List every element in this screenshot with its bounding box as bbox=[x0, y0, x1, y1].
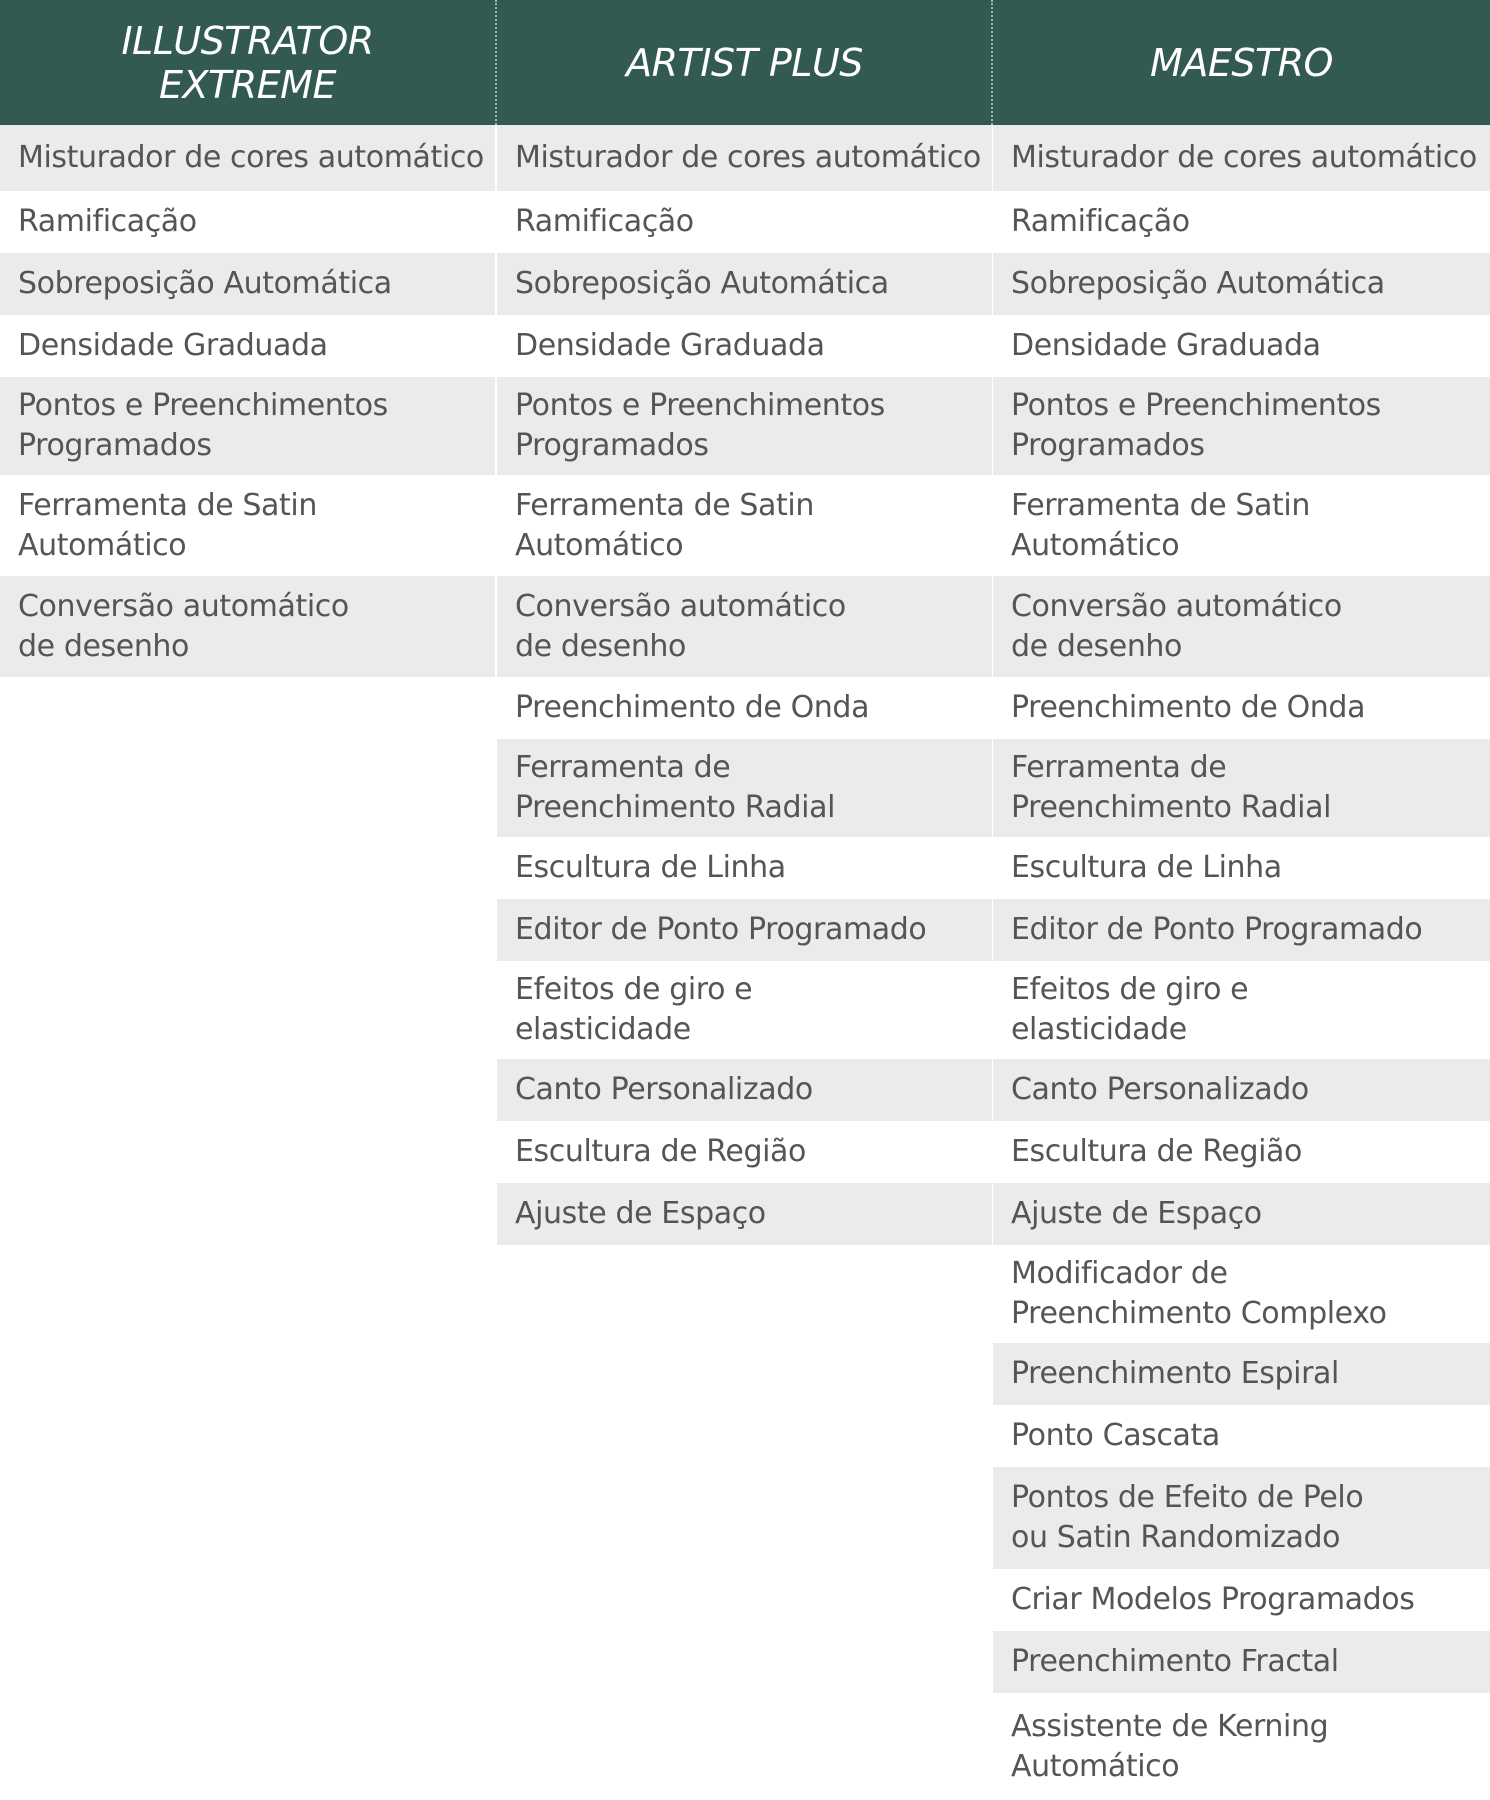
column-title-maestro: MAESTRO bbox=[1150, 40, 1333, 85]
feature-cell: Assistente de Kerning Automático bbox=[1011, 1708, 1329, 1784]
feature-cell: Efeitos de giro e elasticidade bbox=[1011, 972, 1249, 1047]
feature-cell: Sobreposição Automática bbox=[497, 253, 992, 315]
feature-cell: Modificador de Preenchimento Complexo bbox=[1011, 1256, 1387, 1331]
feature-cell: Conversão automático de desenho bbox=[497, 576, 992, 677]
feature-cell: Ajuste de Espaço bbox=[993, 1183, 1490, 1245]
feature-cell: Editor de Ponto Programado bbox=[497, 899, 992, 961]
feature-cell: Escultura de Região bbox=[1011, 1134, 1302, 1169]
feature-cell: Misturador de cores automático bbox=[497, 125, 992, 191]
feature-cell: Sobreposição Automática bbox=[993, 253, 1490, 315]
feature-cell: Ramificação bbox=[18, 204, 197, 239]
feature-cell: Preenchimento de Onda bbox=[515, 690, 870, 725]
feature-cell: Misturador de cores automático bbox=[993, 125, 1490, 191]
feature-cell: Densidade Graduada bbox=[1011, 328, 1321, 363]
feature-cell: Preenchimento de Onda bbox=[1011, 690, 1366, 725]
feature-cell: Canto Personalizado bbox=[993, 1059, 1490, 1121]
feature-cell: Pontos e Preenchimentos Programados bbox=[993, 377, 1490, 475]
feature-cell: Ramificação bbox=[515, 204, 694, 239]
feature-cell: Ponto Cascata bbox=[1011, 1418, 1220, 1453]
feature-cell: Preenchimento Espiral bbox=[993, 1343, 1490, 1405]
feature-cell: Ferramenta de Preenchimento Radial bbox=[993, 739, 1490, 837]
feature-cell: Escultura de Região bbox=[515, 1134, 806, 1169]
feature-cell: Pontos de Efeito de Pelo ou Satin Randomizado bbox=[993, 1467, 1490, 1569]
feature-cell: Ajuste de Espaço bbox=[497, 1183, 992, 1245]
column-title-artist-plus: ARTIST PLUS bbox=[626, 40, 863, 85]
feature-cell: Ferramenta de Preenchimento Radial bbox=[497, 739, 992, 837]
feature-cell: Conversão automático de desenho bbox=[993, 576, 1490, 677]
comparison-header bbox=[0, 0, 1490, 125]
feature-cell: Densidade Graduada bbox=[18, 328, 328, 363]
feature-cell: Sobreposição Automática bbox=[0, 253, 495, 315]
feature-cell: Misturador de cores automático bbox=[0, 125, 495, 191]
feature-cell: Ramificação bbox=[1011, 204, 1190, 239]
feature-cell: Ferramenta de Satin Automático bbox=[18, 487, 317, 563]
feature-cell: Canto Personalizado bbox=[497, 1059, 992, 1121]
feature-cell: Escultura de Linha bbox=[1011, 850, 1282, 885]
feature-cell: Editor de Ponto Programado bbox=[993, 899, 1490, 961]
column-title-illustrator-extreme: ILLUSTRATOR EXTREME bbox=[121, 18, 374, 107]
feature-cell: Escultura de Linha bbox=[515, 850, 786, 885]
feature-cell: Ferramenta de Satin Automático bbox=[1011, 487, 1310, 563]
feature-cell: Ferramenta de Satin Automático bbox=[515, 487, 814, 563]
feature-cell: Pontos e Preenchimentos Programados bbox=[0, 377, 495, 475]
feature-cell: Efeitos de giro e elasticidade bbox=[515, 972, 753, 1047]
feature-cell: Preenchimento Fractal bbox=[993, 1631, 1490, 1693]
feature-cell: Criar Modelos Programados bbox=[1011, 1582, 1415, 1617]
feature-cell: Densidade Graduada bbox=[515, 328, 825, 363]
feature-cell: Pontos e Preenchimentos Programados bbox=[497, 377, 992, 475]
feature-cell: Conversão automático de desenho bbox=[0, 576, 495, 677]
